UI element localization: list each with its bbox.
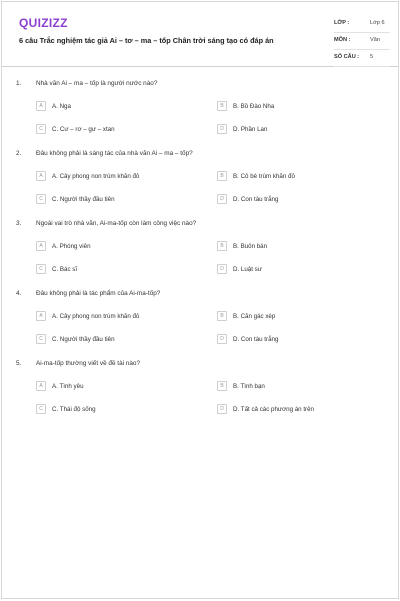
meta-class-value: Lớp 6 — [370, 20, 385, 26]
option-b[interactable] — [217, 240, 267, 252]
option-letter-box: C — [36, 194, 46, 204]
question-number: 1. — [16, 80, 22, 87]
option-text: A. Cây phong non trùm khăn đỏ — [52, 312, 140, 320]
meta-count-value: 5 — [370, 54, 374, 60]
option-c[interactable] — [36, 403, 96, 415]
worksheet-header — [2, 2, 398, 67]
option-letter-box: D — [217, 334, 227, 344]
option-text: C. Bác sĩ — [52, 265, 78, 273]
question-number: 3. — [16, 220, 22, 227]
meta-subject-label: MÔN : — [334, 37, 351, 43]
option-b[interactable] — [217, 380, 265, 392]
option-letter-box: C — [36, 334, 46, 344]
option-d[interactable] — [217, 193, 278, 205]
question-text: Ngoài vai trò nhà văn, Ai-ma-tốp còn làm công việc nào? — [36, 220, 197, 227]
option-letter-box: A — [36, 171, 46, 181]
question-text: Đâu không phải là sáng tác của nhà văn Ai – ma – tốp? — [36, 150, 193, 157]
question-text: Ai-ma-tốp thường viết về đề tài nào? — [36, 360, 141, 367]
meta-count-label: SỐ CÂU : — [334, 54, 360, 60]
question-item — [2, 150, 398, 220]
question-number: 2. — [16, 150, 22, 157]
option-b[interactable] — [217, 100, 274, 112]
option-a[interactable] — [36, 380, 84, 392]
option-text: A. Nga — [52, 102, 71, 110]
option-a[interactable] — [36, 100, 71, 112]
option-d[interactable] — [217, 123, 267, 135]
option-letter-box: B — [217, 311, 227, 321]
question-text: Đâu không phải là tác phẩm của Ai-ma-tốp? — [36, 290, 161, 297]
option-a[interactable] — [36, 310, 139, 322]
option-letter-box: A — [36, 381, 46, 391]
question-item — [2, 360, 398, 430]
option-letter-box: D — [217, 194, 227, 204]
question-item — [2, 220, 398, 290]
option-letter-box: C — [36, 264, 46, 274]
quizizz-logo: QUIZIZZ — [19, 16, 68, 30]
option-c[interactable] — [36, 123, 115, 135]
option-letter-box: D — [217, 264, 227, 274]
meta-class-label: LỚP : — [334, 20, 350, 26]
option-letter-box: B — [217, 381, 227, 391]
option-text: B. Cô bé trùm khăn đỏ — [233, 172, 295, 180]
option-letter-box: B — [217, 101, 227, 111]
option-text: D. Con tàu trắng — [233, 335, 279, 343]
option-text: D. Tất cả các phương án trên — [233, 405, 315, 413]
question-list — [2, 80, 398, 430]
option-text: D. Phần Lan — [233, 125, 268, 133]
worksheet-title: 6 câu Trắc nghiệm tác giả Ai – tơ – ma – tốp Chân trời sáng tạo có đáp án — [19, 36, 274, 45]
option-a[interactable] — [36, 170, 139, 182]
option-letter-box: C — [36, 124, 46, 134]
option-text: C. Người thầy đầu tiên — [52, 195, 115, 203]
option-c[interactable] — [36, 263, 77, 275]
meta-class-row — [334, 16, 390, 33]
option-d[interactable] — [217, 333, 278, 345]
meta-count-row — [334, 50, 390, 67]
question-number: 4. — [16, 290, 22, 297]
option-c[interactable] — [36, 193, 115, 205]
option-letter-box: A — [36, 241, 46, 251]
option-letter-box: A — [36, 311, 46, 321]
option-letter-box: D — [217, 404, 227, 414]
option-letter-box: B — [217, 171, 227, 181]
option-text: A. Phóng viên — [52, 242, 91, 250]
option-d[interactable] — [217, 403, 314, 415]
option-letter-box: C — [36, 404, 46, 414]
option-b[interactable] — [217, 310, 275, 322]
option-b[interactable] — [217, 170, 295, 182]
option-text: B. Bồ Đào Nha — [233, 102, 275, 110]
question-item — [2, 290, 398, 360]
option-text: B. Buôn bán — [233, 242, 268, 250]
worksheet-page — [1, 1, 399, 599]
meta-subject-row — [334, 33, 390, 50]
question-text: Nhà văn Ai – ma – tốp là người nước nào? — [36, 80, 158, 87]
option-text: C. Thái độ sống — [52, 405, 96, 413]
option-letter-box: A — [36, 101, 46, 111]
option-text: C. Cư – rơ – gư – xtan — [52, 125, 115, 133]
option-text: A. Tình yêu — [52, 382, 84, 390]
option-letter-box: B — [217, 241, 227, 251]
worksheet-meta — [334, 16, 390, 67]
option-text: A. Cây phong non trùm khăn đỏ — [52, 172, 140, 180]
option-text: C. Người thầy đầu tiên — [52, 335, 115, 343]
option-d[interactable] — [217, 263, 262, 275]
question-number: 5. — [16, 360, 22, 367]
option-text: D. Luật sư — [233, 265, 262, 273]
option-text: B. Tình bạn — [233, 382, 265, 390]
option-text: B. Căn gác xép — [233, 312, 276, 320]
meta-subject-value: Văn — [370, 37, 380, 43]
option-c[interactable] — [36, 333, 115, 345]
question-item — [2, 80, 398, 150]
option-letter-box: D — [217, 124, 227, 134]
option-text: D. Con tàu trắng — [233, 195, 279, 203]
option-a[interactable] — [36, 240, 91, 252]
